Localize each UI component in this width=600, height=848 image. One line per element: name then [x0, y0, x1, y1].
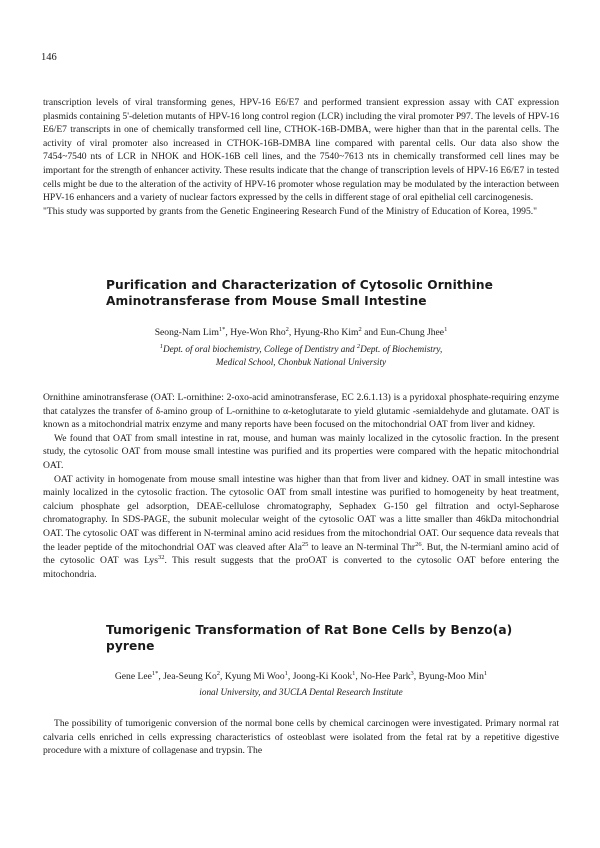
paragraph: Ornithine aminotransferase (OAT: L-ornithine: 2-oxo-acid aminotransferase, EC 2.6.1.13) is a pyridoxal phosphate-requiring enzyme that catalyzes the transfer of δ-amino group of L-ornithine to α-ketoglutarate to yield glutamic -semialdehyde and glutamate. OAT is known as a mitochondrial matrix enzyme and many reports have been focused on the mitochondrial OAT from liver and kidney. [43, 392, 559, 431]
author: Gene Lee$^{1*}$ [114, 669, 159, 682]
author: Joong-Ki Kook$^1$ [292, 669, 356, 682]
affiliation: ional University, and 3UCLA Dental Research Institute [199, 687, 403, 697]
paragraph: transcription levels of viral transforming genes, HPV-16 E6/E7 and performed transient expression assay with CAT expression plasmids containing 5'-deletion mutants of HPV-16 long control region (LCR) including the viral promoter P97. The levels of HPV-16 E6/E7 transcripts in one of chemically transformed cell line, CTHOK-16B-DMBA, were higher than that in the parental cells. The activity of viral promoter also increased in CTHOK-16B-DMBA line compared with parental cells. Our data also show the 7454~7540 nts of LCR in NHOK and HOK-16B cell lines, and the 7540~7613 nts in chemically transformed cell lines may be important for the strength of enhancer activity. These results indicate that the change of transcription levels of HPV-16 E6/E7 in tested cells might be due to the alteration of the activity of HPV-16 promoter whose regulation may be modulated by the interaction between HPV-16 enhancers and a variety of nuclear factors expressed by the cells in different stage of oral epithelial cell carcinogenesis. [43, 97, 559, 204]
author: Seong-Nam Lim$^{1*}$ [154, 325, 226, 338]
abstract-continuation [43, 96, 559, 218]
article-title: Tumorigenic Transformation of Rat Bone Cells by Benzo(a) pyrene [106, 623, 513, 653]
author: Eun-Chung Jhee$^1$ [380, 325, 448, 338]
affiliation: $^1$Dept. of oral biochemistry, College of Dentistry and $^2$Dept. of Biochemistry, Medical School, Chonbuk National University [159, 342, 443, 367]
author-list: Gene Lee$^{1*}$, Jea-Seung Ko$^2$, Kyung Mi Woo$^1$, Joong-Ki Kook$^1$, No-Hee Park$^3$, Byung-Moo Min$^1$ [114, 669, 488, 682]
paragraph: The possibility of tumorigenic conversion of the normal bone cells by chemical carcinogen were investigated. Primary normal rat calvaria cells enriched in cells expressing characteristics of osteoblast were isolated from the fetal rat by a repetitive digestive procedure with a mixture of collagenase and trypsin. The [43, 718, 559, 757]
author: Kyung Mi Woo$^1$ [224, 669, 288, 682]
author: Hyung-Rho Kim$^2$ [293, 325, 362, 338]
author: No-Hee Park$^3$ [360, 669, 414, 682]
author-list: Seong-Nam Lim$^{1*}$, Hye-Won Rho$^2$, Hyung-Rho Kim$^2$ and Eun-Chung Jhee$^1$ [154, 325, 448, 338]
author: Byung-Moo Min$^1$ [418, 669, 488, 682]
paragraph: OAT activity in homogenate from mouse small intestine was higher than that from liver and kidney. OAT in small intestine was mainly localized in the cytosolic fraction. The cytosolic OAT from small intestine was purified to homogeneity by heat treatment, calcium phosphate gel adsorption, DEAE-cellulose chromatography, Sephadex G-150 gel filtration and octyl-Sepharose chromatography. In SDS-PAGE, the subunit molecular weight of the cytosolic OAT was a litte smaller than 46kDa mitochondrial OAT. The cytosolic OAT was different in N-terminal amino acid residues from the mitochondrial OAT. Our sequence data reveals that the leader peptide of the mitochondrial OAT was cleaved after Ala$^{25}$ to leave an N-terminal Thr$^{26}$. But, the N-termianl amino acid of the cytosolic OAT was Lys$^{32}$. This result suggests that the proOAT is converted to the cytosolic OAT before entering the mitochondria. [43, 473, 559, 580]
funding-note: "This study was supported by grants from the Genetic Engineering Research Fund of the Ministry of Education of Korea, 1995." [43, 205, 538, 217]
article-body [43, 717, 559, 758]
author: Hye-Won Rho$^2$ [230, 325, 289, 338]
author: Jea-Seung Ko$^2$ [163, 669, 221, 682]
article-title: Purification and Characterization of Cytosolic Ornithine Aminotransferase from Mouse Small Intestine [106, 278, 493, 308]
paragraph: We found that OAT from small intestine in rat, mouse, and human was mainly localized in the cytosolic fraction. In the present study, the cytosolic OAT from mouse small intestine was purified and its properties were compared with the hepatic mitochondrial OAT. [43, 432, 559, 471]
article-body [43, 391, 559, 581]
page-number: 146 [41, 52, 57, 63]
